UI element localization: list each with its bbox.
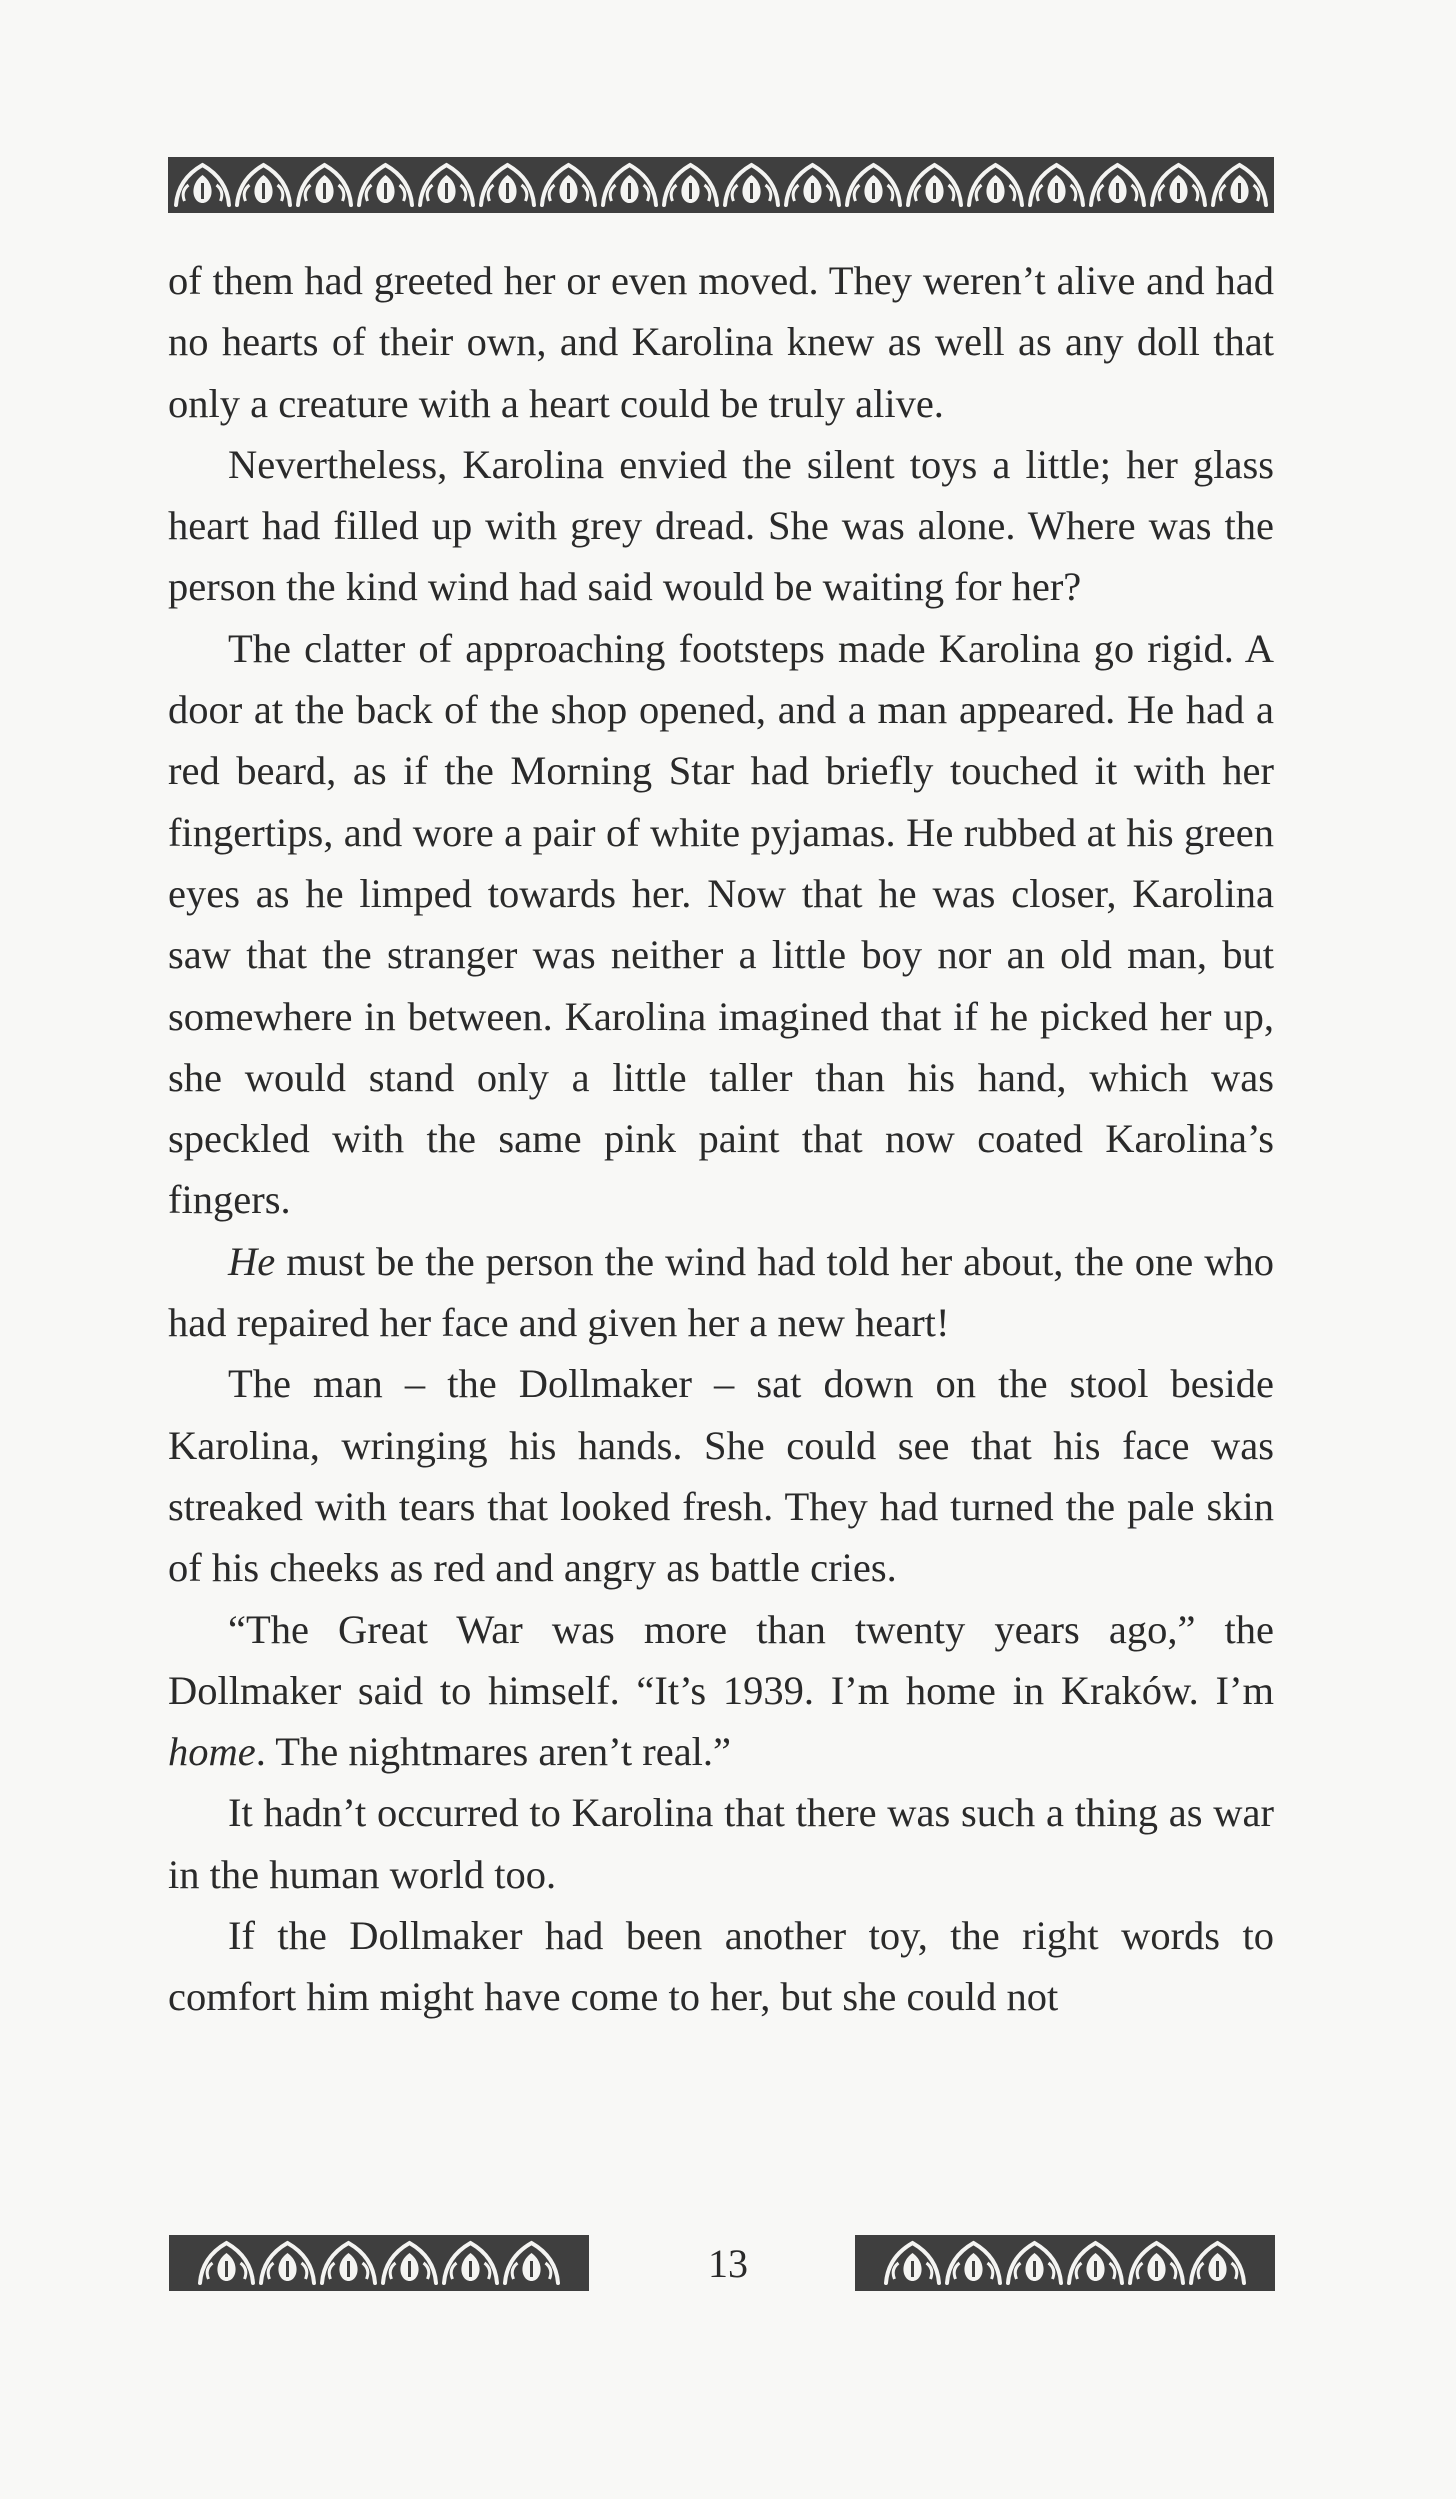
paragraph-2: Nevertheless, Karolina envied the silent toys a little; her glass heart had filled up with grey dread. She was alone. Where was the person the kind wind had said would be waiting for her? (168, 441, 1274, 610)
floral-border-pattern-icon (169, 2235, 589, 2291)
italic-home: home (168, 1729, 256, 1775)
page-number: 13 (708, 2241, 748, 2286)
paragraph-4-rest: must be the person the wind had told her about, the one who had repaired her face and given her a new heart! (168, 1238, 1274, 1346)
body-text (168, 250, 1274, 2028)
paragraph-3: The clatter of approaching footsteps made Karolina go rigid. A door at the back of the shop opened, and a man appeared. He had a red beard, as if the Morning Star had briefly touched it with her fingertips, and wore a pair of white pyjamas. He rubbed at his green eyes as he limped towards her. Now that he was closer, Karolina saw that the stranger was neither a little boy nor an old man, but somewhere in between. Karolina imagined that if he picked her up, she would stand only a little taller than his hand, which was speckled with the same pink paint that now coated Karolina’s fingers. (168, 625, 1274, 1223)
italic-he: He (228, 1238, 276, 1284)
paragraph-4 (168, 1231, 1274, 1354)
paragraph-5: The man – the Dollmaker – sat down on the stool beside Karolina, wringing his hands. She could see that his face was streaked with tears that looked fresh. They had turned the pale skin of his cheeks as red and angry as battle cries. (168, 1361, 1274, 1591)
paragraph-8: If the Dollmaker had been another toy, the right words to comfort him might have come to her, but she could not (168, 1913, 1274, 2020)
bottom-right-ornamental-border (855, 2235, 1275, 2291)
floral-border-pattern-icon (168, 157, 1274, 213)
top-ornamental-border (168, 157, 1274, 213)
paragraph-6-after: . The nightmares aren’t real.” (255, 1729, 732, 1775)
paragraph-7: It hadn’t occurred to Karolina that there was such a thing as war in the human world too. (168, 1790, 1274, 1897)
paragraph-6-before: “The Great War was more than twenty years ago,” the Dollmaker said to himself. “It’s 1939. I’m home in Kraków. I’m (168, 1606, 1274, 1713)
bottom-left-ornamental-border (169, 2235, 589, 2291)
paragraph-6 (168, 1599, 1274, 1783)
paragraph-1: of them had greeted her or even moved. They weren’t alive and had no hearts of their own, and Karolina knew as well as any doll that only a creature with a heart could be truly alive. (168, 258, 1274, 426)
floral-border-pattern-icon (855, 2235, 1275, 2291)
